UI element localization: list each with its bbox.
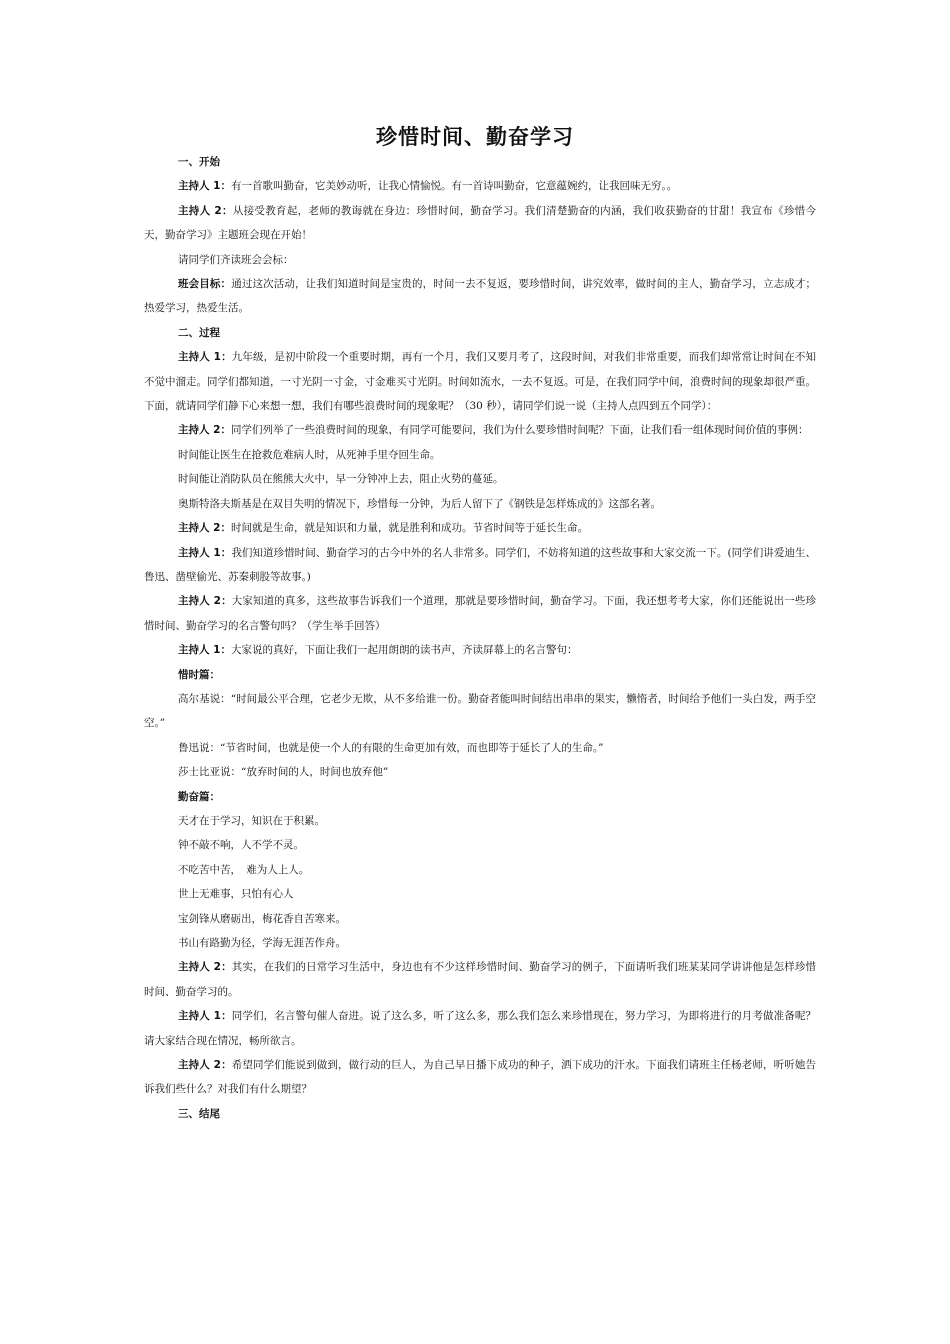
paragraph bbox=[144, 1053, 816, 1102]
paragraph-text: 时间能让医生在抢救危难病人时，从死神手里夺回生命。 bbox=[178, 448, 441, 461]
section-heading: 三、结尾 bbox=[178, 1107, 220, 1120]
paragraph-text: 书山有路勤为径，学海无涯苦作舟。 bbox=[178, 937, 346, 949]
paragraph bbox=[144, 467, 816, 491]
paragraph bbox=[144, 418, 816, 442]
paragraph-text: 时间就是生命，就是知识和力量，就是胜利和成功。节省时间等于延长生命。 bbox=[230, 522, 588, 535]
paragraph-text: 有一首歌叫勤奋，它美妙动听，让我心情愉悦。有一首诗叫勤奋，它意蕴婉约，让我回味无穷。。 bbox=[230, 180, 678, 193]
speaker-label: 主持人 1： bbox=[178, 546, 232, 559]
paragraph bbox=[144, 809, 816, 833]
speaker-label: 主持人 1： bbox=[178, 644, 231, 657]
section-heading: 一、开始 bbox=[178, 156, 220, 168]
paragraph bbox=[144, 443, 816, 467]
paragraph-text: 世上无难事，只怕有心人 bbox=[178, 888, 294, 901]
paragraph-text: 钟不敲不响，人不学不灵。 bbox=[178, 839, 304, 852]
speaker-label: 惜时篇： bbox=[178, 668, 220, 681]
speaker-label: 勤奋篇： bbox=[178, 790, 220, 803]
speaker-label: 主持人 2： bbox=[178, 595, 232, 608]
paragraph-text: 我们知道珍惜时间、勤奋学习的古今中外的名人非常多。同学们，不妨将知道的这些故事和大家交流一下。(同学们讲爱迪生、鲁迅、凿壁偷光、苏秦刺股等故事。) bbox=[144, 546, 816, 583]
paragraph-text: 高尔基说：“时间最公平合理，它老少无欺，从不多给谁一份。勤奋者能叫时间结出串串的果实，懒惰者，时间给予他们一头白发，两手空空。” bbox=[144, 692, 816, 730]
paragraph bbox=[144, 663, 816, 687]
speaker-label: 主持人 2： bbox=[178, 204, 233, 217]
paragraph-text: 通过这次活动，让我们知道时间是宝贵的，时间一去不复返，要珍惜时间，讲究效率，做时间的主人，勤奋学习，立志成才；热爱学习，热爱生活。 bbox=[144, 278, 817, 315]
paragraph bbox=[144, 687, 816, 736]
paragraph-text: 宝剑锋从磨砺出，梅花香自苦寒来。 bbox=[178, 912, 346, 925]
speaker-label: 主持人 2： bbox=[178, 522, 231, 535]
paragraph bbox=[144, 589, 816, 638]
paragraph bbox=[144, 541, 816, 590]
paragraph-text: 其实，在我们的日常学习生活中，身边也有不少这样珍惜时间、勤奋学习的例子，下面请听我们班某某同学讲讲他是怎样珍惜时间、勤奋学习的。 bbox=[144, 961, 816, 998]
section-heading: 二、过程 bbox=[178, 326, 220, 339]
paragraph-text: 鲁迅说：“节省时间，也就是使一个人的有限的生命更加有效，而也即等于延长了人的生命。” bbox=[178, 741, 604, 754]
paragraph-text: 同学们，名言警句催人奋进。说了这么多，听了这么多，那么我们怎么来珍惜现在，努力学习，为即将进行的月考做准备呢？请大家结合现在情况，畅所欲言。 bbox=[144, 1010, 816, 1047]
paragraph bbox=[144, 955, 816, 1004]
paragraph bbox=[144, 272, 816, 321]
paragraph bbox=[144, 760, 816, 784]
paragraph bbox=[144, 492, 816, 516]
speaker-label: 班会目标： bbox=[178, 278, 232, 291]
paragraph-text: 请同学们齐读班会会标： bbox=[178, 253, 294, 266]
speaker-label: 主持人 1： bbox=[178, 180, 231, 193]
paragraph bbox=[144, 516, 816, 540]
paragraph-text: 天才在于学习，知识在于积累。 bbox=[178, 814, 325, 827]
speaker-label: 主持人 2： bbox=[178, 961, 232, 974]
paragraph bbox=[144, 248, 816, 272]
paragraph-text: 从接受教育起，老师的教诲就在身边：珍惜时间，勤奋学习。我们清楚勤奋的内涵，我们收获勤奋的甘甜！我宣布《珍惜今天，勤奋学习》主题班会现在开始！ bbox=[144, 204, 816, 242]
document-body bbox=[144, 150, 816, 1126]
paragraph-text: 大家知道的真多，这些故事告诉我们一个道理，那就是要珍惜时间，勤奋学习。下面，我还想考考大家，你们还能说出一些珍惜时间、勤奋学习的名言警句吗？（学生举手回答） bbox=[144, 595, 816, 632]
paragraph bbox=[144, 931, 816, 955]
paragraph bbox=[144, 345, 816, 418]
paragraph bbox=[144, 907, 816, 931]
paragraph bbox=[144, 833, 816, 857]
speaker-label: 主持人 2： bbox=[178, 424, 231, 437]
paragraph bbox=[144, 882, 816, 906]
speaker-label: 主持人 1： bbox=[178, 1010, 232, 1023]
paragraph bbox=[144, 785, 816, 809]
paragraph bbox=[144, 1004, 816, 1053]
paragraph bbox=[144, 199, 816, 248]
speaker-label: 主持人 1： bbox=[178, 351, 232, 364]
paragraph bbox=[144, 736, 816, 760]
paragraph-text: 大家说的真好，下面让我们一起用朗朗的读书声，齐读屏幕上的名言警句： bbox=[230, 644, 578, 657]
paragraph bbox=[144, 638, 816, 662]
paragraph-text: 希望同学们能说到做到，做行动的巨人，为自己早日播下成功的种子，洒下成功的汗水。下面我们请班主任杨老师，听听她告诉我们些什么？对我们有什么期望？ bbox=[144, 1059, 816, 1096]
paragraph-text: 同学们列举了一些浪费时间的现象，有同学可能要问，我们为什么要珍惜时间呢？下面，让我们看一组体现时间价值的事例： bbox=[230, 424, 809, 437]
paragraph-text: 奥斯特洛夫斯基是在双目失明的情况下，珍惜每一分钟，为后人留下了《钢铁是怎样炼成的》这部名著。 bbox=[178, 497, 661, 510]
paragraph-text: 九年级，是初中阶段一个重要时期，再有一个月，我们又要月考了，这段时间，对我们非常重要，而我们却常常让时间在不知不觉中溜走。同学们都知道，一寸光阴一寸金，寸金难买寸光阴。时间如流水，一去不复返。可是，在我们同学中间，浪费时间的现象却很严重。下面，就请同学们静下心来想一想，我们有哪些浪费时间的现象呢？（30 秒），请同学们说一说（主持人点四到五个同学）： bbox=[144, 351, 816, 413]
paragraph-text: 时间能让消防队员在熊熊大火中，早一分钟冲上去，阻止火势的蔓延。 bbox=[178, 473, 504, 486]
paragraph bbox=[144, 858, 816, 882]
paragraph bbox=[144, 174, 816, 198]
document-title: 珍惜时间、勤奋学习 bbox=[376, 125, 574, 149]
paragraph-text: 莎士比亚说：“放弃时间的人，时间也放弃他” bbox=[178, 766, 389, 779]
paragraph-text: 不吃苦中苦， 难为人上人。 bbox=[178, 863, 310, 876]
speaker-label: 主持人 2： bbox=[178, 1059, 232, 1072]
